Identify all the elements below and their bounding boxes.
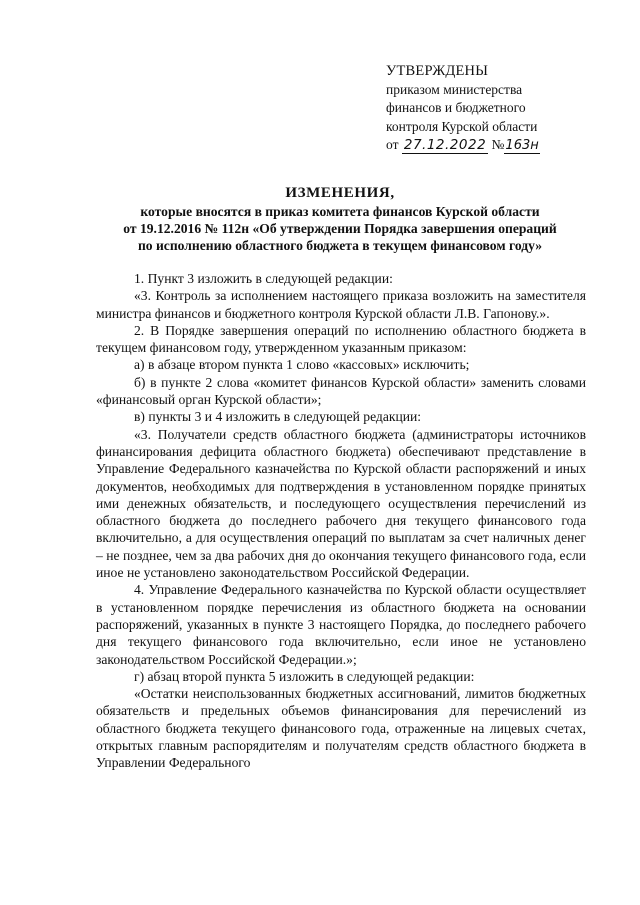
paragraph: б) в пункте 2 слова «комитет финансов Курской области» заменить словами «финансовый орган Курской области»; [96, 374, 586, 408]
approval-stamp-block [386, 62, 606, 156]
document-body [96, 270, 586, 772]
paragraph: «Остатки неиспользованных бюджетных ассигнований, лимитов бюджетных обязательств и предельных объемов финансирования для перечислений из областного бюджета текущего финансового года, отраженные на лицевых счетах, открытых главным распорядителям и получателям средств областного бюджета в Управлении Федерального [96, 686, 586, 771]
title-sub-line-3: по исполнению областного бюджета в текущем финансовом году» [137, 238, 543, 254]
approval-number-label: № [491, 137, 505, 152]
title-sub-line-1: которые вносятся в приказ комитета финансов Курской области [140, 204, 540, 219]
paragraph: «3. Контроль за исполнением настоящего приказа возложить на заместителя министра финансов и бюджетного контроля Курской области Л.В. Гапонову.». [96, 288, 586, 321]
paragraph: а) в абзаце втором пункта 1 слово «кассовых» исключить; [134, 357, 470, 373]
title-sub-line-2: от 19.12.2016 № 112н «Об утверждении Порядка завершения операций [123, 221, 557, 237]
document-title [80, 183, 600, 255]
paragraph: г) абзац второй пункта 5 изложить в следующей редакции: [134, 668, 475, 684]
approval-line-3: контроля Курской области [386, 118, 538, 134]
paragraph: 4. Управление Федерального казначейства по Курской области осуществляет в установленном порядке перечисления из областного бюджета на основании распоряжений, указанных в пункте 3 настоящего Порядка, до последнего рабочего дня текущего финансового года включительно, если иное не установлено законодательством Российской Федерации.»; [96, 582, 586, 667]
paragraph: в) пункты 3 и 4 изложить в следующей редакции: [134, 409, 422, 425]
approval-line-1: приказом министерства [386, 81, 523, 97]
approval-date-handwritten: 27.12.2022 [403, 137, 487, 153]
approval-from-label: от [386, 137, 399, 152]
approval-number-handwritten: 163н [505, 138, 539, 153]
approval-date-line [386, 136, 606, 156]
paragraph: «3. Получатели средств областного бюджета (администраторы источников финансирования дефицита областного бюджета) обеспечивают представление в Управление Федерального казначейства по Курской области распоряжений и иных документов, необходимых для подтверждения в установленном порядке принятых ими денежных обязательств, и последующего осуществления перечислений из областного бюджета до последнего рабочего дня текущего финансового года включительно, а для осуществления операций по выплатам за счет наличных денег – не позднее, чем за два рабочих дня до окончания текущего финансового года, если иное не установлено законодательством Российской Федерации. [96, 426, 586, 581]
approval-line-2: финансов и бюджетного [386, 100, 526, 115]
paragraph: 1. Пункт 3 изложить в следующей редакции: [134, 271, 393, 286]
title-main: ИЗМЕНЕНИЯ, [285, 185, 395, 201]
paragraph: 2. В Порядке завершения операций по исполнению областного бюджета в текущем финансовом году, утвержденном указанным приказом: [96, 322, 586, 356]
approval-heading: УТВЕРЖДЕНЫ [386, 63, 489, 79]
